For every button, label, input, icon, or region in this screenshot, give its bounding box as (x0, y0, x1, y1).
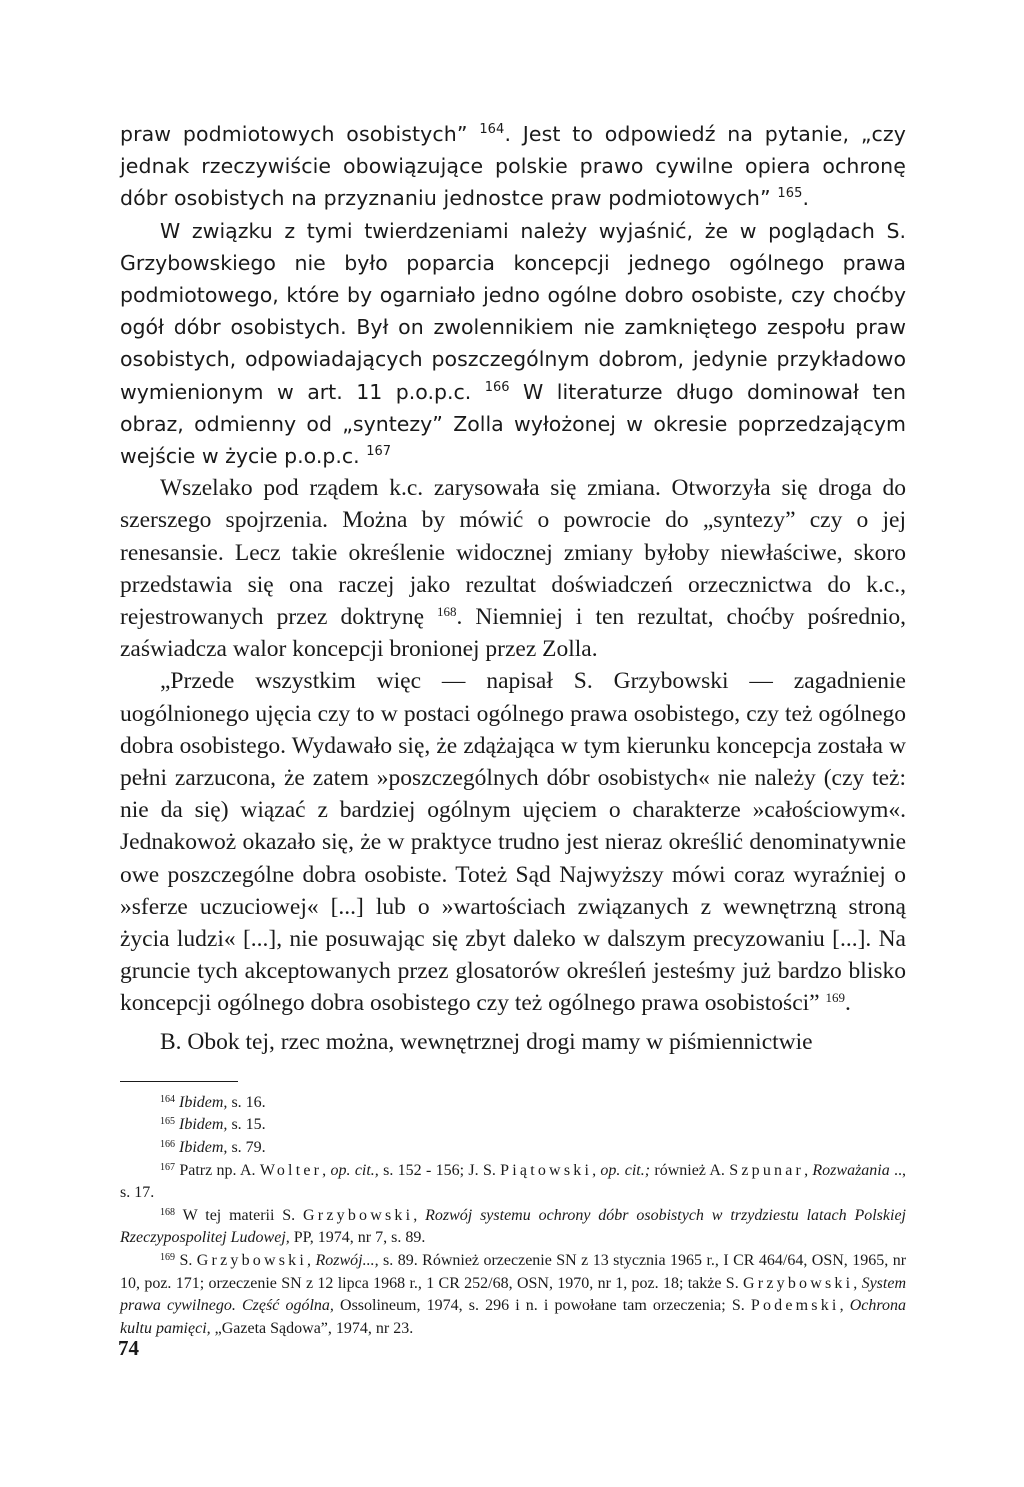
footnote-text: , (839, 1297, 850, 1315)
book-page (120, 118, 906, 1340)
footnote-italic: Rozwój systemu ochrony dóbr osobistych w trzydziestu latach Polskiej Rzeczypospolitej Ludowej, (120, 1206, 907, 1247)
footnote-ref-166[interactable]: 166 (484, 379, 510, 395)
text-run: . Jest to odpowiedź na pytanie, „czy jednak rzeczywiście obowiązujące polskie prawo cywilne opiera ochronę dóbr osobistych na przyznaniu jednostce praw podmiotowych” (120, 122, 906, 211)
footnote-ref-169[interactable]: 169 (825, 990, 845, 1006)
footnote-italic: op. cit.; (600, 1161, 651, 1179)
footnote-italic: Ochrona kultu pamięci, (120, 1297, 906, 1337)
footnotes (120, 1092, 906, 1341)
footnote-text: s. 79. (227, 1139, 266, 1157)
footnote-text: s. 16. (227, 1093, 266, 1111)
paragraph-1-lead (120, 118, 906, 215)
footnote-ref-164[interactable]: 164 (479, 122, 505, 137)
author-name: Podemski (750, 1297, 840, 1315)
footnote-text: PP, 1974, nr 7, s. 89. (289, 1229, 426, 1247)
footnote-text: , (413, 1206, 426, 1224)
page-number: 74 (118, 1336, 139, 1360)
footnote-text: , (307, 1252, 316, 1270)
footnote-number: 167 (160, 1161, 175, 1173)
author-name: Grzybowski (303, 1206, 414, 1224)
footnote-text: Ossolineum, 1974, s. 296 i n. i powołane tam orzeczenia; S. (333, 1297, 751, 1315)
footnote-number: 168 (160, 1206, 175, 1218)
paragraph-2 (120, 472, 906, 665)
paragraph-4 (120, 1026, 906, 1058)
footnote-text: , (804, 1161, 813, 1179)
footnote-ref-167[interactable]: 167 (366, 444, 392, 460)
text-run: W literaturze długo dominował ten obraz, odmienny od „syntezy” Zolla wyłożonej w okresie poprzedzającym wejście w życie p.o.p.c. (120, 379, 906, 469)
footnote-text: s. 152 - 156; J. S. (378, 1161, 501, 1179)
author-name: Grzybowski (743, 1274, 854, 1292)
footnote-text: , (853, 1274, 862, 1292)
footnote-text: S. (179, 1252, 197, 1270)
footnote-168 (120, 1205, 906, 1250)
text-run: . Niemniej i ten rezultat, choćby pośrednio, zaświadcza walor koncepcji bronionej przez Zolla. (120, 604, 906, 663)
text-run: praw podmiotowych osobistych” (120, 122, 480, 146)
footnote-text: , (322, 1161, 331, 1179)
footnote-ref-168[interactable]: 168 (437, 604, 457, 620)
footnote-italic: Rozważania (812, 1161, 890, 1179)
footnote-number: 165 (160, 1116, 175, 1128)
footnote-number: 169 (160, 1252, 175, 1264)
body-text (120, 118, 906, 1058)
footnote-italic: op. cit., (330, 1161, 379, 1179)
footnote-text: , (592, 1161, 601, 1179)
paragraph-1 (120, 215, 906, 473)
footnote-number: 164 (160, 1093, 175, 1105)
footnote-italic: Ibidem, (179, 1139, 228, 1157)
footnote-text: Patrz np. A. (179, 1161, 260, 1179)
footnote-italic: Ibidem, (179, 1093, 228, 1111)
footnote-164 (120, 1092, 906, 1115)
author-name: Grzybowski (196, 1252, 308, 1270)
text-run: W związku z tymi twierdzeniami należy wyjaśnić, że w poglądach S. Grzybowskiego nie było poparcia koncepcji jednego ogólnego prawa podmiotowego, które by ogarniało jedno ogólne dobro osobiste, czy choćby ogół dóbr osobistych. Był on zwolennikiem nie zamkniętego zespołu praw osobistych, odpowiadających poszczególnym dobrom, jedynie przykładowo wymienionym w art. 11 p.o.p.c. (120, 218, 906, 404)
footnote-divider (120, 1081, 238, 1082)
footnote-text: również A. (650, 1161, 730, 1179)
text-run: . (844, 990, 851, 1017)
footnote-text: s. 89. Również orzeczenie SN z 13 stycznia 1965 r., I CR 464/64, OSN, 1965, nr 10, poz. 171; orzeczenie SN z 12 lipca 1968 r., 1 CR 252/68, OSN, 1970, nr 1, poz. 18; także S. (120, 1252, 907, 1292)
author-name: Szpunar (729, 1161, 805, 1179)
text-run: B. Obok tej, rzec można, wewnętrznej drogi mamy w piśmiennictwie (160, 1028, 813, 1055)
footnote-italic: Ibidem, (179, 1116, 228, 1134)
footnote-italic: System prawa cywilnego. Część ogólna, (120, 1274, 907, 1315)
author-name: Piątowski (500, 1161, 593, 1179)
footnote-text: W tej materii S. (182, 1206, 304, 1224)
text-run: . (802, 186, 810, 211)
footnote-166 (120, 1137, 906, 1160)
footnote-169 (120, 1250, 906, 1340)
author-name: Wolter (259, 1161, 323, 1179)
footnote-number: 166 (160, 1139, 175, 1151)
text-run: „Przede wszystkim więc — napisał S. Grzybowski — zagadnienie uogólnionego ujęcia czy to w postaci ogólnego prawa osobistego, czy też ogólnego dobra osobistego. Wydawało się, że zdążająca w tym kierunku koncepcja została w pełni zarzucona, że zatem »poszczególnych dóbr osobistych« nie należy (czy też: nie da się) wiązać z bardziej ogólnym ujęciem o charakterze »całościowym«. Jednakowoż okazało się, że w praktyce trudno jest nieraz określić denominatywnie owe poszczególne dobra osobiste. Toteż Sąd Najwyższy mówi coraz wyraźniej o »sferze uczuciowej« [...] lub o »wartościach związanych z wewnętrzną stroną życia ludzi« [...], nie posuwając się zbyt daleko w dalszym precyzowaniu [...]. Na gruncie tych akceptowanych przez glosatorów określeń jesteśmy już bardzo blisko koncepcji ogólnego dobra osobistego czy też ogólnego prawa osobistości” (120, 668, 906, 1017)
footnote-167 (120, 1160, 906, 1205)
paragraph-3-quote (120, 665, 906, 1019)
footnote-ref-165[interactable]: 165 (777, 186, 803, 202)
footnote-text: .., s. 17. (120, 1161, 907, 1202)
footnote-text: s. 15. (227, 1116, 266, 1134)
text-run: Wszelako pod rządem k.c. zarysowała się zmiana. Otworzyła się droga do szerszego spojrzenia. Można by mówić o powrocie do „syntezy” czy o jej renesansie. Lecz takie określenie widocznej zmiany byłoby niewłaściwe, skoro przedstawia się ona raczej jako rezultat doświadczeń orzecznictwa do k.c., rejestrowanych przez doktrynę (120, 475, 906, 631)
footnote-165 (120, 1114, 906, 1137)
footnote-italic: Rozwój..., (315, 1252, 379, 1270)
footnote-text: „Gazeta Sądowa”, 1974, nr 23. (210, 1319, 414, 1337)
